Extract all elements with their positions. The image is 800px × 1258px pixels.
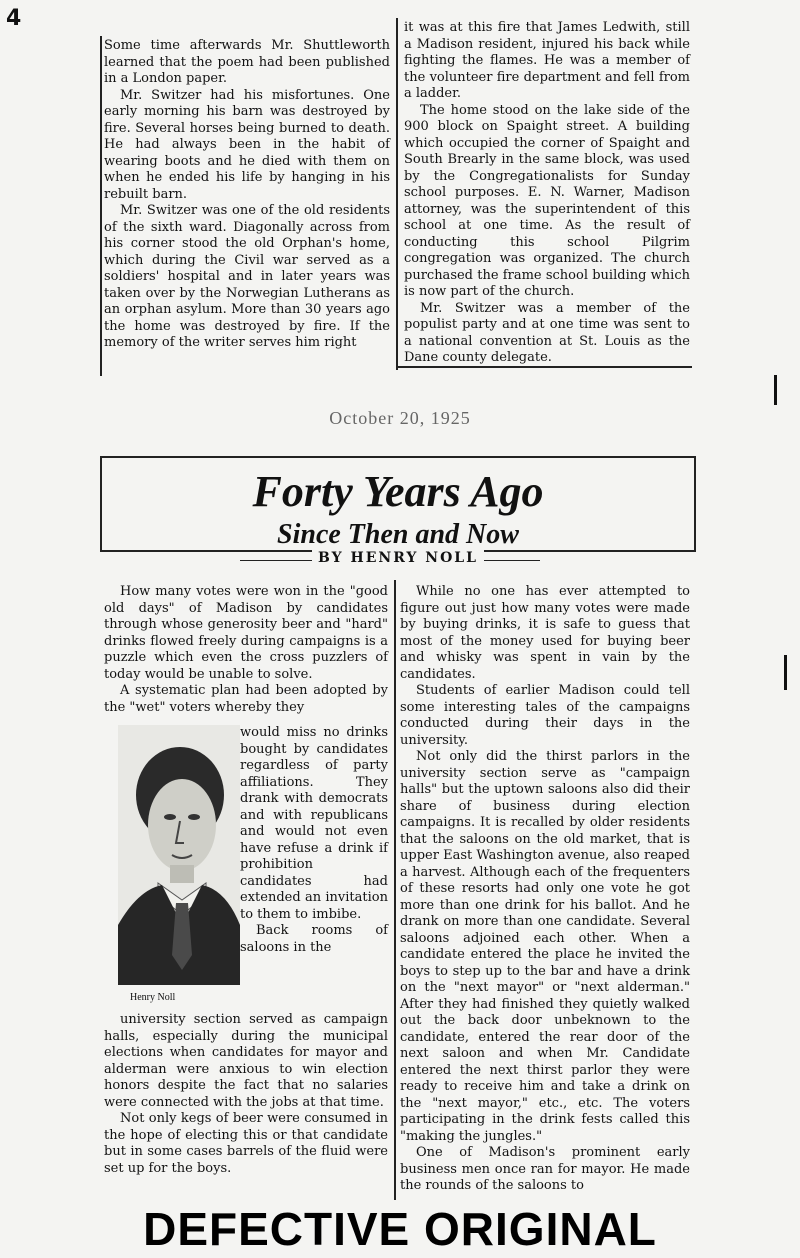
main-article-left-column-bottom [104,1012,388,1177]
paragraph: Mr. Switzer had his misfortunes. One early morning his barn was destroyed by fire. Several horses being burned to death. He had always been in the habit of wearing boots and he died with them on when he ended his life by hanging in his rebuilt barn. [104,87,390,202]
defective-original-stamp: DEFECTIVE ORIGINAL [143,1203,657,1255]
paragraph: A systematic plan had been adopted by the "wet" voters whereby they [104,683,388,715]
paragraph: Some time afterwards Mr. Shuttleworth learned that the poem had been published in a London paper. [104,38,390,86]
paragraph: While no one has ever attempted to figure out just how many votes were made by buying drinks, it is safe to guess that most of the money used for buying beer and whisky was spent in vain by the candidates. [400,584,690,682]
top-article-right-column [404,20,690,367]
paragraph: One of Madison's prominent early business men once ran for mayor. He made the rounds of the saloons to [400,1145,690,1193]
paragraph: Mr. Switzer was one of the old residents of the sixth ward. Diagonally across from his corner stood the old Orphan's home, which during the Civil war served as a soldiers' hospital and in later years was taken over by the Norwegian Lutherans as an orphan asylum. More than 30 years ago the home was destroyed by fire. If the memory of the writer serves him right [104,203,390,350]
paragraph: it was at this fire that James Ledwith, still a Madison resident, injured his back while fighting the flames. He was a member of the volunteer fire department and fell from a ladder. [404,20,690,101]
wrap-paragraph: Back rooms of saloons in the [240,923,388,955]
column-rule-bottom [396,366,692,368]
headline-subtitle: Since Then and Now [277,519,519,550]
paragraph: Not only kegs of beer were consumed in the hope of electing this or that candidate but in some cases barrels of the fluid were set up for the boys. [104,1111,388,1176]
wrap-paragraph: would miss no drinks bought by candidates regardless of party affiliations. They drank with democrats and with republicans and would not even have refuse a drink if prohibition candidates had extended an invitation to them to imbibe. [240,725,388,922]
main-article-left-column-top [104,584,388,716]
headline-box [100,456,696,552]
main-article-right-column [400,584,690,1195]
page-number: 4 [6,6,22,31]
top-article-left-column [104,38,390,352]
paragraph: The home stood on the lake side of the 900 block on Spaight street. A building which occupied the corner of Spaight and South Brearly in the same block, was used by the Congregationalists for Sunday school purposes. E. N. Warner, Madison attorney, was the superintendent of this school at one time. As the result of conducting this school Pilgrim congregation was organized. The church purchased the frame school building which is now part of the church. [404,102,690,299]
paragraph: Students of earlier Madison could tell some interesting tales of the campaigns conducted during their days in the university. [400,683,690,748]
headline-title: Forty Years Ago [252,467,544,516]
main-article-wrap-text [240,725,388,956]
margin-mark [784,655,787,690]
main-column-rule [394,580,396,1200]
column-rule-left [100,36,102,376]
column-rule-middle [396,18,398,370]
byline-text: BY HENRY NOLL [312,550,484,566]
byline [100,550,696,566]
margin-mark [774,375,777,405]
portrait-image [118,725,240,985]
paragraph: Not only did the thirst parlors in the university section serve as "campaign halls" but the uptown saloons also did their share of business during election campaigns. It is recalled by older residents that the saloons on the old market, that is upper East Washington avenue, also reaped a harvest. Although each of the frequenters of these resorts had only one vote he got more than one drink for his ballot. And he drank on more than one candidate. Several saloons adjoined each other. When a candidate entered the place he invited the boys to step up to the bar and have a drink on the "next mayor" or "next alderman." After they had finished they quietly walked out the back door unbeknown to the candidate, entered the rear door of the next saloon and when Mr. Candidate entered the next thirst parlor they were ready to receive him and take a drink on the "next mayor," etc., etc. The voters participating in the drink fests called this "making the jungles." [400,749,690,1144]
paragraph: Mr. Switzer was a member of the populist party and at one time was sent to a national convention at St. Louis as the Dane county delegate. [404,300,690,365]
photo-caption: Henry Noll [130,992,176,1003]
paragraph: How many votes were won in the "good old days" of Madison by candidates through whose generosity beer and "hard" drinks flowed freely during campaigns is a puzzle which even the cross puzzlers of today would be unable to solve. [104,584,388,682]
dateline: October 20, 1925 [329,408,471,428]
author-photo [118,725,240,985]
paragraph: university section served as campaign halls, especially during the municipal elections when candidates for mayor and alderman were anxious to win election honors despite the fact that no salaries were connected with the jobs at that time. [104,1012,388,1110]
